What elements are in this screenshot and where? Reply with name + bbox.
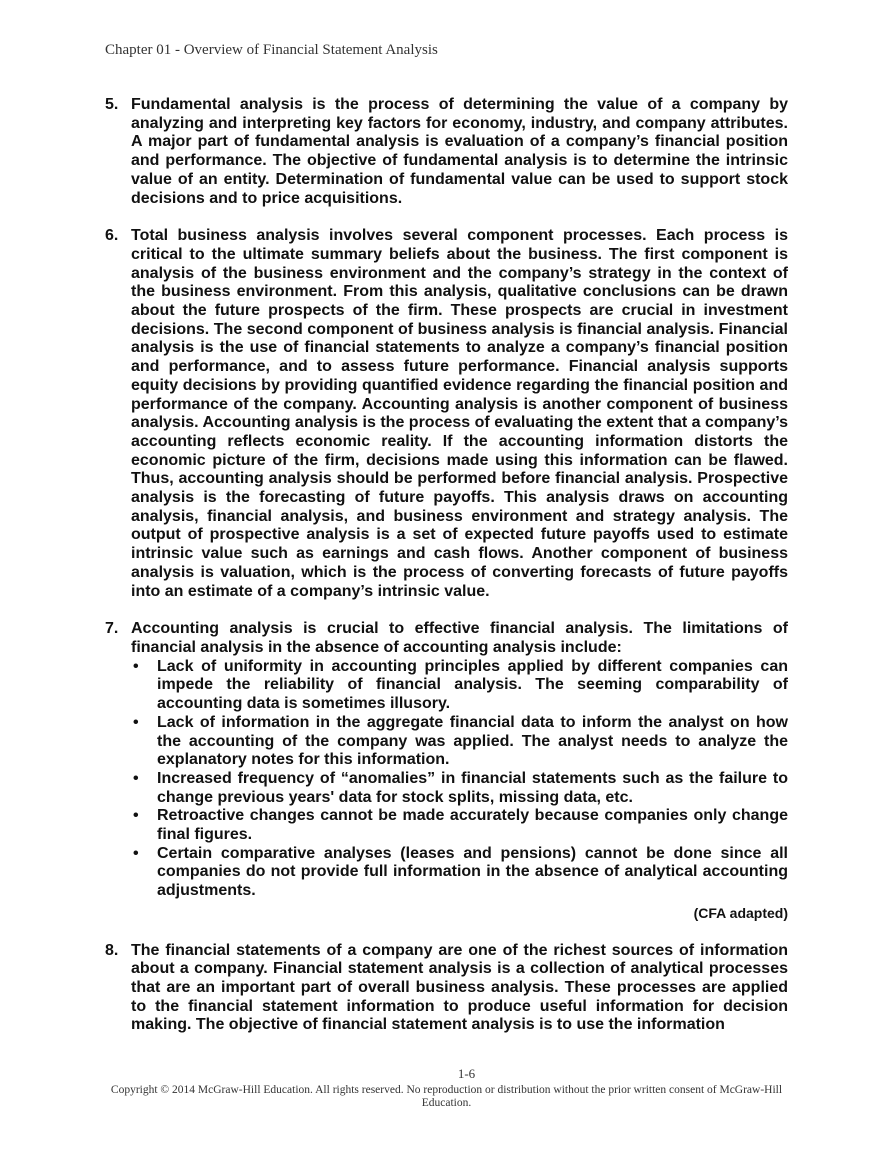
list-item	[131, 807, 788, 844]
item-text: Total business analysis involves several component processes. Each process is critical to the ultimate summary beliefs about the business. The first component is analysis of the business environment and the company’s strategy in the context of the business environment. From this analysis, qualitative conclusions can be drawn about the future prospects of the firm. These prospects are crucial in investment decisions. The second component of business analysis is financial analysis. Financial analysis is the use of financial statements to analyze a company’s financial position and performance, and to assess future performance. Financial analysis supports equity decisions by providing quantified evidence regarding the financial position and performance of the company. Accounting analysis is another component of business analysis. Accounting analysis is the process of evaluating the extent that a company’s accounting reflects economic reality. If the accounting information distorts the economic picture of the firm, decisions made using this information can be flawed. Thus, accounting analysis should be performed before financial analysis. Prospective analysis is the forecasting of future payoffs. This analysis draws on accounting analysis, financial analysis, and business environment and strategy analysis. The output of prospective analysis is a set of expected future payoffs used to estimate intrinsic value such as earnings and cash flows. Another component of business analysis is valuation, which is the process of converting forecasts of future payoffs into an estimate of a company’s intrinsic value.	[131, 227, 788, 600]
bullet-text: Lack of information in the aggregate financial data to inform the analyst on how the accounting of the company was applied. The analyst needs to analyze the explanatory notes for this information.	[157, 713, 788, 769]
copyright-notice: Copyright © 2014 McGraw-Hill Education. All rights reserved. No reproduction or distribution without the prior written consent of McGraw-Hill Education.	[110, 1084, 783, 1109]
list-item	[131, 714, 788, 770]
page-footer	[0, 1066, 893, 1110]
bullet-text: Retroactive changes cannot be made accurately because companies only change final figures.	[157, 807, 788, 844]
list-item	[131, 845, 788, 901]
limitations-list	[131, 658, 788, 901]
page-header	[105, 42, 438, 59]
page-number: 1-6	[457, 1066, 476, 1081]
question-8	[105, 942, 788, 1036]
question-7	[105, 620, 788, 922]
item-text: Accounting analysis is crucial to effective financial analysis. The limitations of financial analysis in the absence of accounting analysis include:	[131, 620, 788, 656]
list-item	[131, 770, 788, 807]
item-text: Fundamental analysis is the process of determining the value of a company by analyzing and interpreting key factors for economy, industry, and company attributes. A major part of fundamental analysis is evaluation of a company’s financial position and performance. The objective of fundamental analysis is to determine the intrinsic value of an entity. Determination of fundamental value can be used to support stock decisions and to price acquisitions.	[131, 96, 788, 207]
question-6	[105, 227, 788, 601]
item-text: The financial statements of a company are one of the richest sources of information about a company. Financial statement analysis is a collection of analytical processes that are an important part of overall business analysis. These processes are applied to the financial statement information to produce useful information for decision making. The objective of financial statement analysis is to use the information	[131, 941, 788, 1034]
bullet-icon: •	[133, 844, 139, 862]
bullet-icon: •	[133, 713, 139, 731]
bullet-icon: •	[133, 657, 139, 675]
bullet-icon: •	[133, 807, 139, 825]
item-number: 5.	[105, 96, 119, 113]
bullet-text: Increased frequency of “anomalies” in financial statements such as the failure to change previous years' data for stock splits, missing data, etc.	[157, 769, 788, 806]
chapter-title: Chapter 01 - Overview of Financial Statement Analysis	[105, 42, 438, 58]
main-content	[105, 96, 788, 1054]
source-note: (CFA adapted)	[693, 904, 788, 921]
list-item	[131, 658, 788, 714]
bullet-text: Certain comparative analyses (leases and pensions) cannot be done since all companies do not provide full information in the absence of analytical accounting adjustments.	[157, 844, 788, 900]
item-number: 6.	[105, 227, 119, 245]
question-5	[105, 96, 788, 208]
item-number: 8.	[105, 941, 119, 959]
item-number: 7.	[105, 620, 119, 638]
bullet-icon: •	[133, 769, 139, 787]
bullet-text: Lack of uniformity in accounting principles applied by different companies can impede the reliability of financial analysis. The seeming comparability of accounting data is sometimes illusory.	[157, 657, 788, 713]
